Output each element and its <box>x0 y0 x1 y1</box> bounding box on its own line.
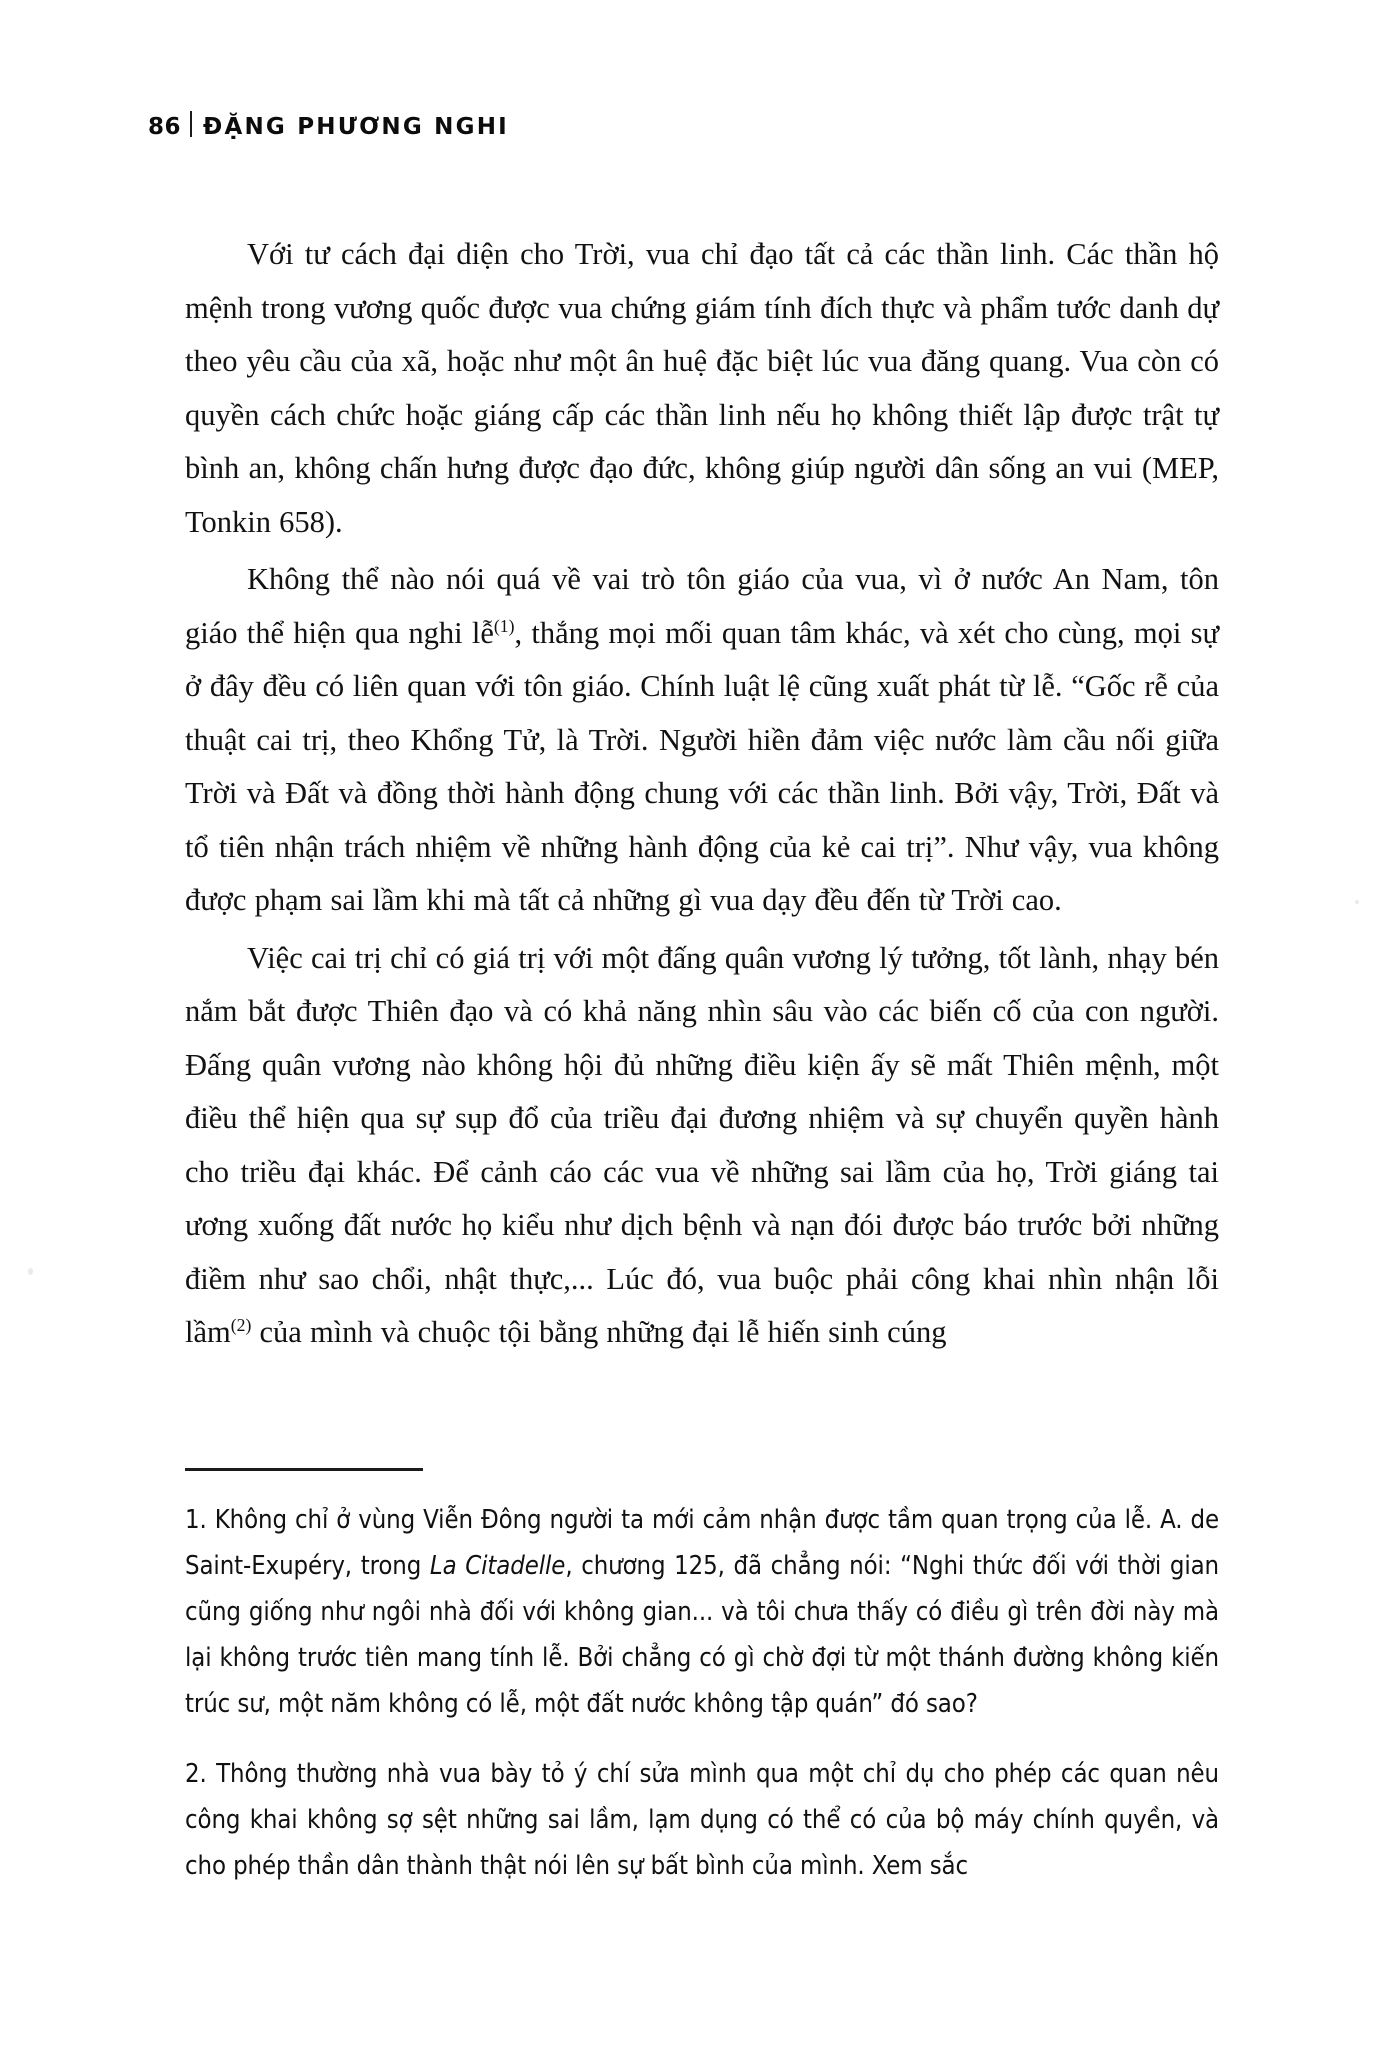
scan-artifact-speck <box>28 1268 33 1275</box>
paragraph-3 <box>185 932 1219 1360</box>
footnote-area <box>185 1468 1219 1889</box>
running-header <box>148 108 509 140</box>
footnote-marker-2: (2) <box>230 1314 252 1335</box>
header-divider <box>190 111 192 137</box>
paragraph-2 <box>185 553 1219 928</box>
footnote-1-title-italic: La Citadelle <box>429 1551 566 1581</box>
paragraph-2-text-before-note: Không thể nào nói quá về vai trò tôn giáo của vua, vì ở nước An Nam, tôn giáo thể hiện qua nghi lễ <box>185 562 1219 650</box>
paragraph-1 <box>185 228 1219 549</box>
footnote-2-number: 2. <box>185 1759 207 1789</box>
footnote-2-part-1: Thông thường nhà vua bày tỏ ý chí sửa mình qua một chỉ dụ cho phép các quan nêu công khai không sợ sệt những sai lầm, lạm dụng có thể có của bộ máy chính quyền, và cho phép thần dân thành thật nói lên sự bất bình của mình. Xem sắc <box>185 1759 1219 1881</box>
footnote-2 <box>185 1751 1219 1889</box>
paragraph-3-text-after-note: của mình và chuộc tội bằng những đại lễ hiến sinh cúng <box>251 1315 947 1349</box>
footnote-1-number: 1. <box>185 1505 207 1535</box>
header-author-name: ĐẶNG PHƯƠNG NGHI <box>203 114 509 140</box>
scan-artifact-speck <box>1355 900 1359 904</box>
footnote-1 <box>185 1497 1219 1727</box>
footnote-separator-rule <box>185 1468 423 1471</box>
body-text-column <box>185 228 1219 1360</box>
paragraph-2-text-after-note: , thắng mọi mối quan tâm khác, và xét cho cùng, mọi sự ở đây đều có liên quan với tôn giáo. Chính luật lệ cũng xuất phát từ lễ. “Gốc rễ của thuật cai trị, theo Khổng Tử, là Trời. Người hiền đảm việc nước làm cầu nối giữa Trời và Đất và đồng thời hành động chung với các thần linh. Bởi vậy, Trời, Đất và tổ tiên nhận trách nhiệm về những hành động của kẻ cai trị”. Như vậy, vua không được phạm sai lầm khi mà tất cả những gì vua dạy đều đến từ Trời cao. <box>185 615 1219 917</box>
paragraph-3-text-before-note: Việc cai trị chỉ có giá trị với một đấng quân vương lý tưởng, tốt lành, nhạy bén nắm bắt được Thiên đạo và có khả năng nhìn sâu vào các biến cố của con người. Đấng quân vương nào không hội đủ những điều kiện ấy sẽ mất Thiên mệnh, một điều thể hiện qua sự sụp đổ của triều đại đương nhiệm và sự chuyển quyền hành cho triều đại khác. Để cảnh cáo các vua về những sai lầm của họ, Trời giáng tai ương xuống đất nước họ kiểu như dịch bệnh và nạn đói được báo trước bởi những điềm như sao chổi, nhật thực,... Lúc đó, vua buộc phải công khai nhìn nhận lỗi lầm <box>185 940 1219 1349</box>
paragraph-1-text: Với tư cách đại diện cho Trời, vua chỉ đạo tất cả các thần linh. Các thần hộ mệnh trong vương quốc được vua chứng giám tính đích thực và phẩm tước danh dự theo yêu cầu của xã, hoặc như một ân huệ đặc biệt lúc vua đăng quang. Vua còn có quyền cách chức hoặc giáng cấp các thần linh nếu họ không thiết lập được trật tự bình an, không chấn hưng được đạo đức, không giúp người dân sống an vui (MEP, Tonkin 658). <box>185 237 1219 539</box>
footnote-marker-1: (1) <box>493 615 515 636</box>
footnote-1-part-2: , chương 125, đã chẳng nói: “Nghi thức đối với thời gian cũng giống như ngôi nhà đối với không gian... và tôi chưa thấy có điều gì trên đời này mà lại không trước tiên mang tính lễ. Bởi chẳng có gì chờ đợi từ một thánh đường không kiến trúc sư, một năm không có lễ, một đất nước không tập quán” đó sao? <box>185 1551 1219 1719</box>
footnote-1-part-1: Không chỉ ở vùng Viễn Đông người ta mới cảm nhận được tầm quan trọng của lễ. A. de Saint-Exupéry, trong <box>185 1505 1219 1581</box>
page-number: 86 <box>148 114 182 140</box>
